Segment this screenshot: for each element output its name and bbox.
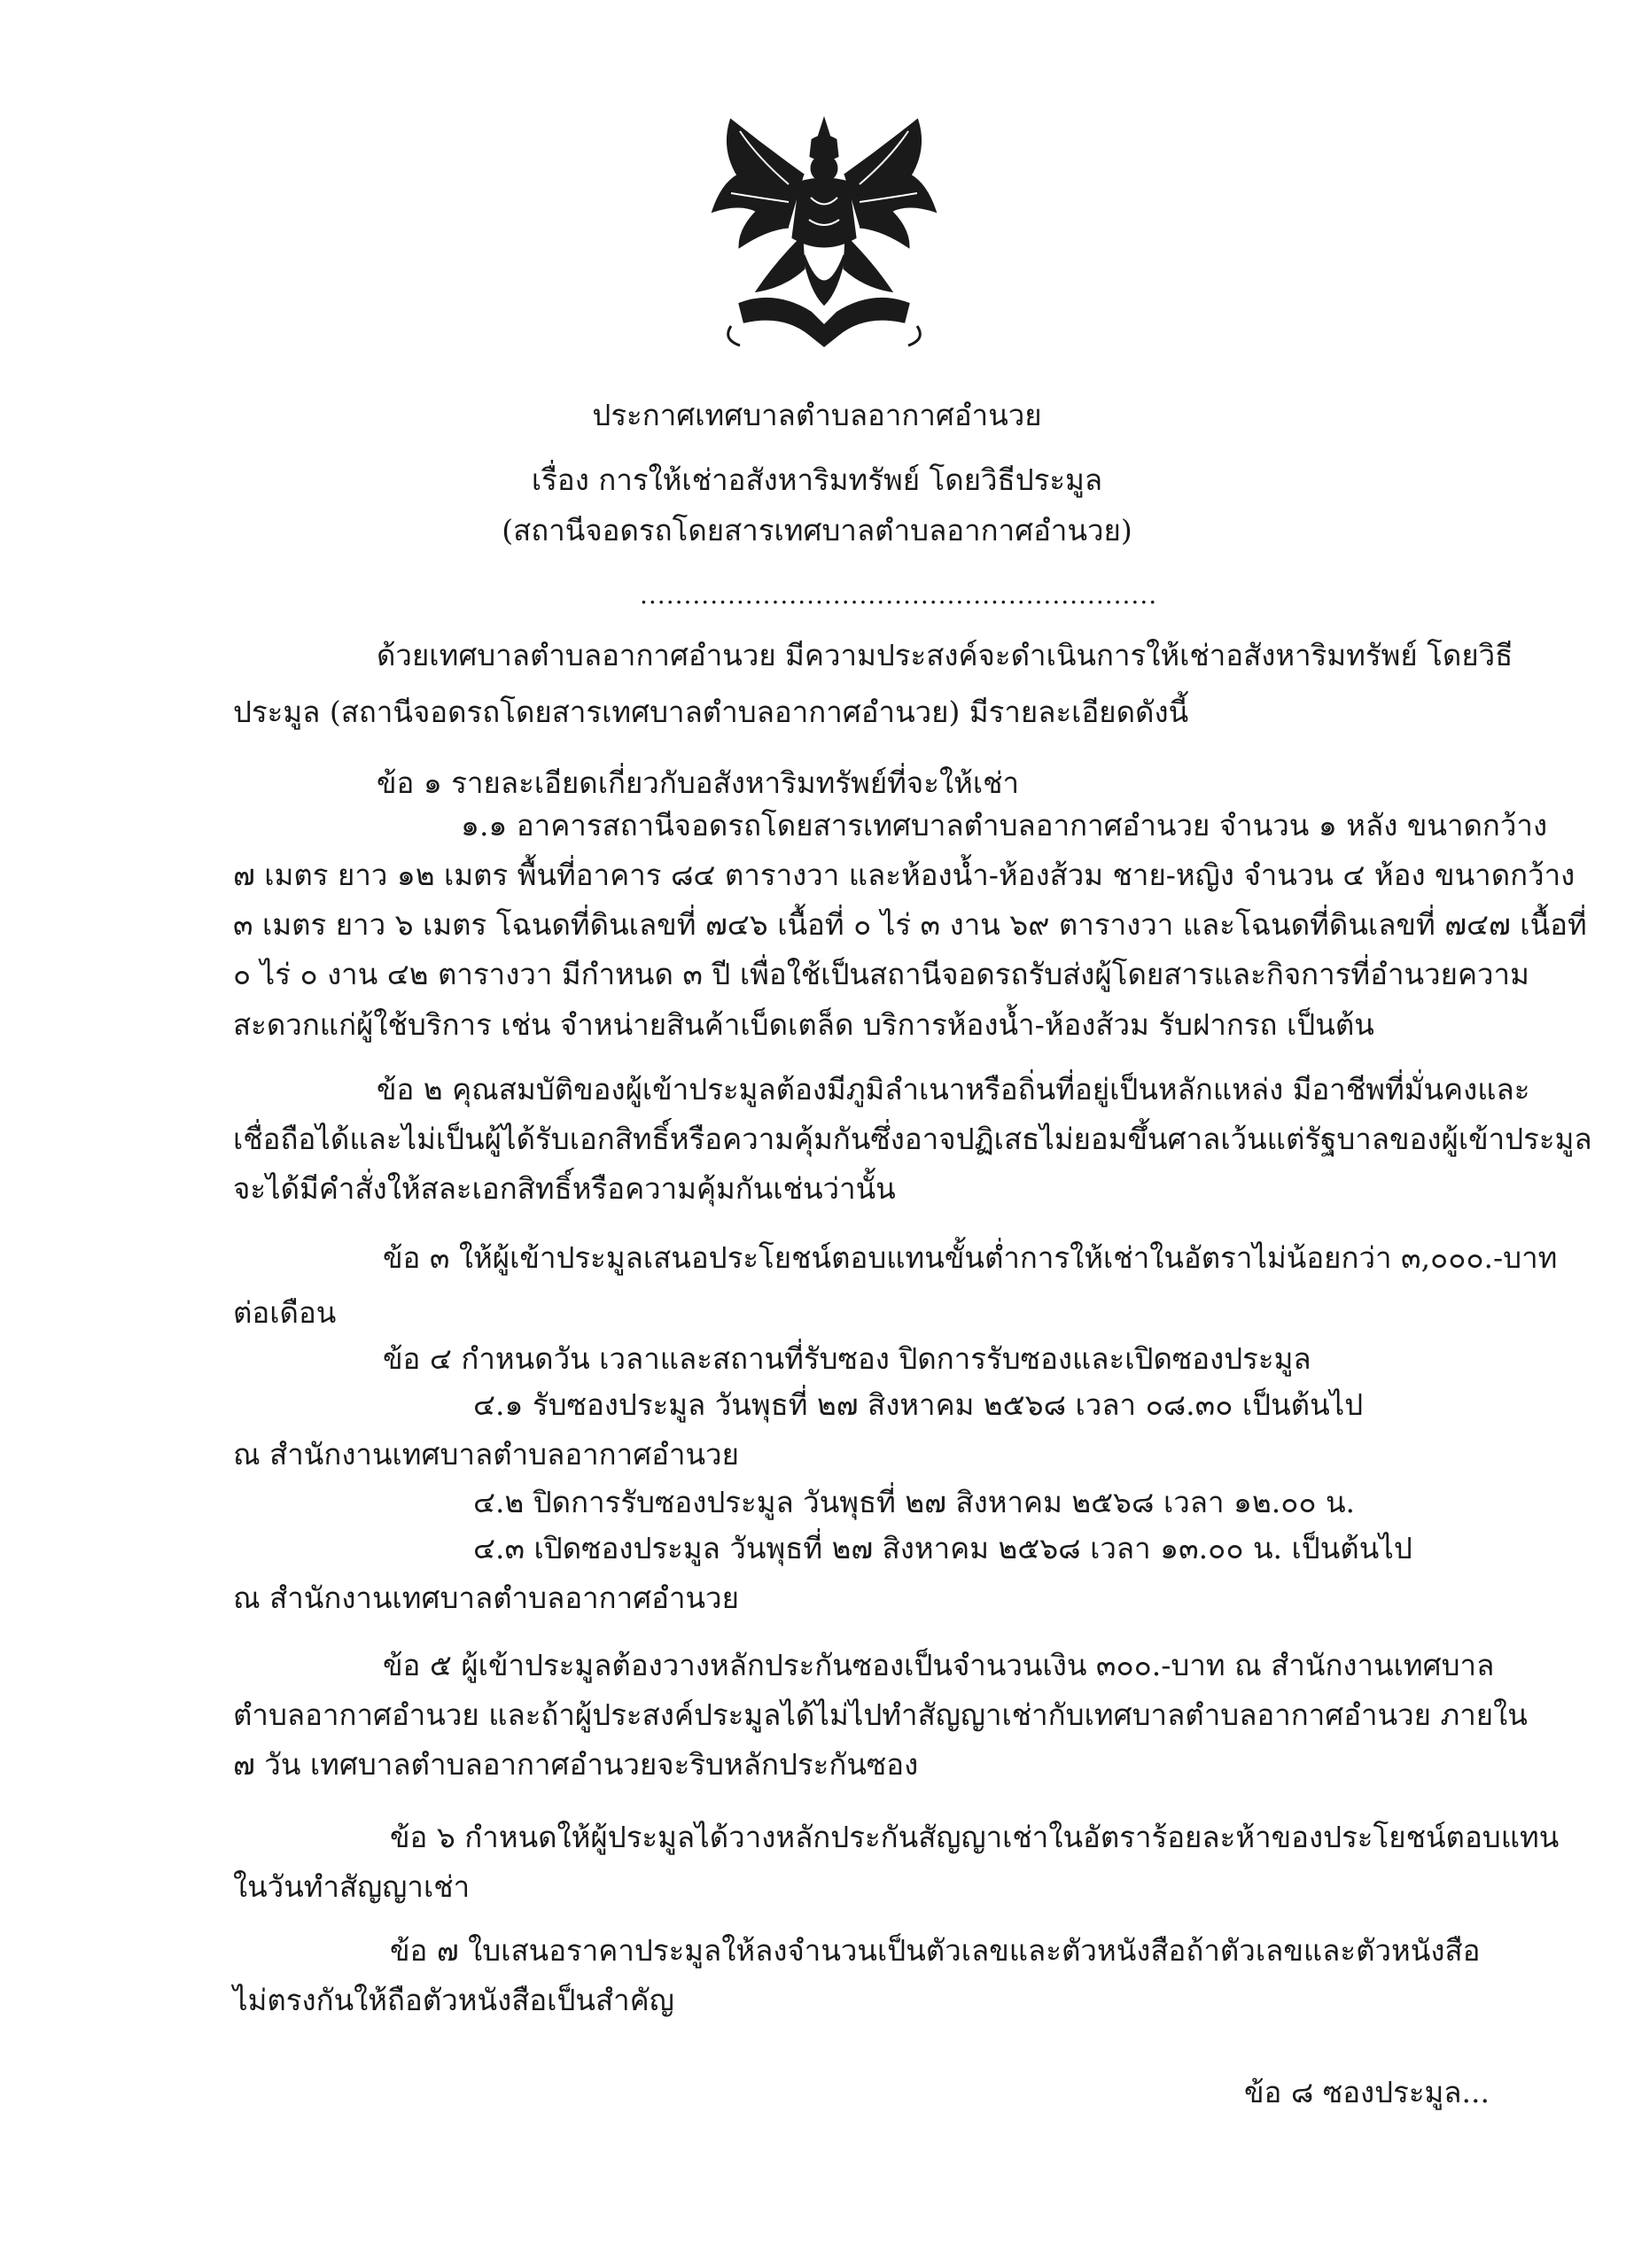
garuda-emblem <box>704 113 944 357</box>
document-subject: เรื่อง การให้เช่าอสังหาริมทรัพย์ โดยวิธีประมูล <box>531 462 1103 497</box>
clause-3-line-2: ต่อเดือน <box>233 1295 337 1330</box>
clause-1-heading: ข้อ ๑ รายละเอียดเกี่ยวกับอสังหาริมทรัพย์ที่จะให้เช่า <box>377 765 1020 800</box>
clause-5-line-3: ๗ วัน เทศบาลตำบลอากาศอำนวยจะริบหลักประกันซอง <box>233 1747 919 1782</box>
clause-2-line-3: จะได้มีคำสั่งให้สละเอกสิทธิ์หรือความคุ้มกันเช่นว่านั้น <box>233 1171 896 1206</box>
clause-4-3-line-2: ณ สำนักงานเทศบาลตำบลอากาศอำนวย <box>233 1581 739 1615</box>
clause-4-heading: ข้อ ๔ กำหนดวัน เวลาและสถานที่รับซอง ปิดการรับซองและเปิดซองประมูล <box>383 1341 1311 1376</box>
clause-6-line-2: ในวันทำสัญญาเช่า <box>233 1869 471 1904</box>
clause-4-2: ๔.๒ ปิดการรับซองประมูล วันพุธที่ ๒๗ สิงหาคม ๒๕๖๘ เวลา ๑๒.๐๐ น. <box>473 1485 1356 1519</box>
clause-6-line-1: ข้อ ๖ กำหนดให้ผู้ประมูลได้วางหลักประกันสัญญาเช่าในอัตราร้อยละห้าของประโยชน์ตอบแทน <box>390 1820 1560 1854</box>
clause-1-1-line-2: ๗ เมตร ยาว ๑๒ เมตร พื้นที่อาคาร ๘๔ ตารางวา และห้องน้ำ-ห้องส้วม ชาย-หญิง จำนวน ๔ ห้อง ขนาดกว้าง <box>233 858 1576 892</box>
clause-7-line-1: ข้อ ๗ ใบเสนอราคาประมูลให้ลงจำนวนเป็นตัวเลขและตัวหนังสือถ้าตัวเลขและตัวหนังสือ <box>390 1933 1481 1968</box>
document-subtitle: (สถานีจอดรถโดยสารเทศบาลตำบลอากาศอำนวย) <box>502 513 1132 548</box>
clause-4-1-line-2: ณ สำนักงานเทศบาลตำบลอากาศอำนวย <box>233 1437 739 1472</box>
clause-7-line-2: ไม่ตรงกันให้ถือตัวหนังสือเป็นสำคัญ <box>233 1983 674 2017</box>
clause-1-1-line-5: สะดวกแก่ผู้ใช้บริการ เช่น จำหน่ายสินค้าเบ็ดเตล็ด บริการห้องน้ำ-ห้องส้วม รับฝากรถ เป็นต้น <box>233 1007 1374 1042</box>
document-title: ประกาศเทศบาลตำบลอากาศอำนวย <box>592 398 1042 432</box>
clause-2-line-2: เชื่อถือได้และไม่เป็นผู้ได้รับเอกสิทธิ์หรือความคุ้มกันซึ่งอาจปฏิเสธไม่ยอมขึ้นศาลเว้นแต่รัฐบาลของผู้เข้าประมูล <box>233 1122 1592 1156</box>
clause-1-1-line-3: ๓ เมตร ยาว ๖ เมตร โฉนดที่ดินเลขที่ ๗๔๖ เนื้อที่ ๐ ไร่ ๓ งาน ๖๙ ตารางวา และโฉนดที่ดินเลขที่ ๗๔๗ เนื้อที่ <box>233 907 1587 942</box>
continuation-note: ข้อ ๘ ซองประมูล... <box>1244 2075 1490 2109</box>
clause-1-1-line-1: ๑.๑ อาคารสถานีจอดรถโดยสารเทศบาลตำบลอากาศอำนวย จำนวน ๑ หลัง ขนาดกว้าง <box>461 808 1548 843</box>
intro-line-2: ประมูล (สถานีจอดรถโดยสารเทศบาลตำบลอากาศอำนวย) มีรายละเอียดดังนี้ <box>233 695 1189 729</box>
clause-5-line-2: ตำบลอากาศอำนวย และถ้าผู้ประสงค์ประมูลได้ไม่ไปทำสัญญาเช่ากับเทศบาลตำบลอากาศอำนวย ภายใน <box>233 1697 1528 1732</box>
intro-line-1: ด้วยเทศบาลตำบลอากาศอำนวย มีความประสงค์จะดำเนินการให้เช่าอสังหาริมทรัพย์ โดยวิธี <box>377 638 1513 672</box>
clause-4-1-line-1: ๔.๑ รับซองประมูล วันพุธที่ ๒๗ สิงหาคม ๒๕๖๘ เวลา ๐๘.๓๐ เป็นต้นไป <box>473 1387 1364 1422</box>
clause-5-line-1: ข้อ ๕ ผู้เข้าประมูลต้องวางหลักประกันซองเป็นจำนวนเงิน ๓๐๐.-บาท ณ สำนักงานเทศบาล <box>383 1648 1495 1682</box>
clause-4-3-line-1: ๔.๓ เปิดซองประมูล วันพุธที่ ๒๗ สิงหาคม ๒๕๖๘ เวลา ๑๓.๐๐ น. เป็นต้นไป <box>473 1531 1412 1565</box>
clause-1-1-line-4: ๐ ไร่ ๐ งาน ๔๒ ตารางวา มีกำหนด ๓ ปี เพื่อใช้เป็นสถานีจอดรถรับส่งผู้โดยสารและกิจการที่อำนวยความ <box>233 957 1529 991</box>
separator-dots: ........................................................... <box>640 580 1158 610</box>
clause-3-line-1: ข้อ ๓ ให้ผู้เข้าประมูลเสนอประโยชน์ตอบแทนขั้นต่ำการให้เช่าในอัตราไม่น้อยกว่า ๓,๐๐๐.-บาท <box>383 1240 1558 1275</box>
clause-2-line-1: ข้อ ๒ คุณสมบัติของผู้เข้าประมูลต้องมีภูมิลำเนาหรือถิ่นที่อยู่เป็นหลักแหล่ง มีอาชีพที่มั่นคงและ <box>377 1072 1530 1107</box>
